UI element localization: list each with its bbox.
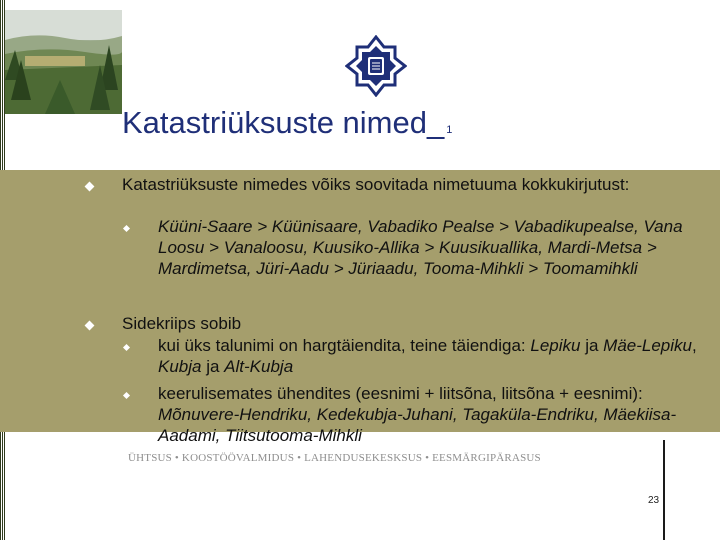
slide-title-superscript: 1 [446,124,453,136]
sub-text: ja [580,336,604,355]
sub-text: ja [201,357,225,376]
sub-text-italic: Kubja [158,357,202,376]
slide-title-text: Katastriüksuste nimed_ [122,105,445,140]
bullet-1-sub-1-text: Küüni-Saare > Küünisaare, Vabadiko Pealse > Vabadikupealse, Vana Loosu > Vanaloosu, Kuusiko-Allika > Kuusikuallika, Mardi-Metsa > Mardimetsa, Jüri-Aadu > Jüriaadu, Tooma-Mihkli > Toomamihkli [158,217,683,278]
sub-text-italic: Mäe-Lepiku [603,336,692,355]
sub-text: , [691,336,697,355]
landscape-photo-drawing [5,10,122,114]
landscape-photo [5,10,122,114]
sub-text: keerulisemates ühendites (eesnimi + liitsõna, liitsõna + eesnimi): [158,384,643,403]
sub-text-italic: Lepiku [530,336,581,355]
sub-text: kui üks talunimi on hargtäiendita, teine täiendiga: [158,336,531,355]
sub-text-italic: Alt-Kubja [224,357,294,376]
bullet-2-sub-1 [158,335,703,377]
bullet-1-text: Katastriüksuste nimedes võiks soovitada nimetuuma kokkukirjutust: [122,175,630,194]
coat-of-arms-emblem-icon [345,35,407,97]
sub-text-italic: Mõnuvere-Hendriku, Kedekubja-Juhani, Tagaküla-Endriku, Mäekiisa-Aadami, Tiitsutooma-Mihkli [158,405,677,445]
footer-divider [663,440,665,540]
emblem-drawing [345,35,407,97]
motto-text: ÜHTSUS • KOOSTÖÖVALMIDUS • LAHENDUSEKESKSUS • EESMÄRGIPÄRASUS [128,452,541,464]
bullet-2-text: Sidekriips sobib [122,314,242,333]
page-number: 23 [648,495,660,506]
slide-title [122,105,452,141]
bullet-2-sub-2 [158,383,703,446]
